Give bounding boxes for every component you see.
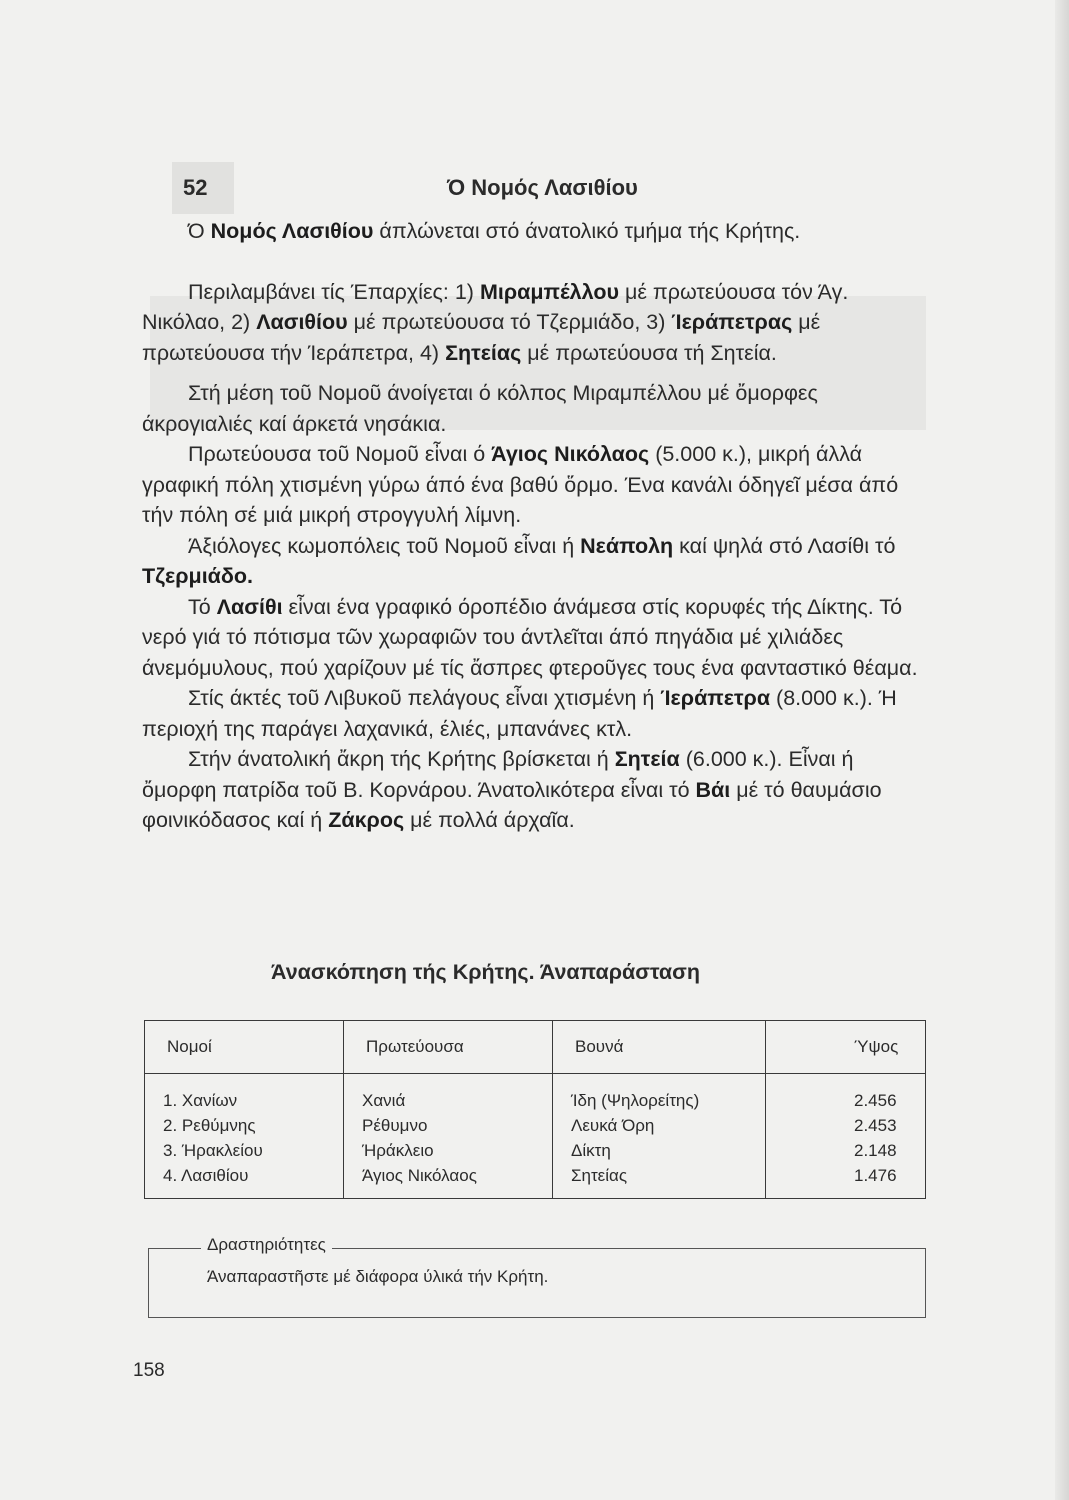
table-row [145, 1113, 926, 1138]
table-cell: 2.453 [854, 1115, 897, 1135]
column-header: Νομοί [145, 1021, 344, 1074]
table-row [145, 1074, 926, 1114]
page-edge [1055, 0, 1069, 1500]
paragraph-ierapetra: Στίς άκτές τοῦ Λιβυκοῦ πελάγους εἶναι χτισμένη ή Ίεράπετρα (8.000 κ.). Ή περιοχή της παράγει λαχανικά, έλιές, μπανάνες κτλ. [142, 686, 897, 741]
paragraph-siteia: Στήν άνατολική ἄκρη τής Κρήτης βρίσκεται ή Σητεία (6.000 κ.). Εἶναι ή ὄμορφη πατρίδα τοῦ Β. Κορνάρου. Άνατολικότερα εἶναι τό Βάι μέ τό θαυμάσιο φοινικόδασος καί ή Ζάκρος μέ πολλά άρχαῖα. [142, 747, 882, 832]
table-cell: Ίδη (Ψηλορείτης) [553, 1074, 766, 1114]
lesson-number: 52 [183, 175, 208, 200]
activities-box [148, 1235, 926, 1318]
paragraph-provinces: Περιλαμβάνει τίς Έπαρχίες: 1) Μιραμπέλλου μέ πρωτεύουσα τόν Άγ. Νικόλαο, 2) Λασιθίου μέ πρωτεύουσα τό Τζερμιάδο, 3) Ίεράπετρας μέ πρωτεύουσα τήν Ίεράπετρα, 4) Σητείας μέ πρωτεύουσα τή Σητεία. [142, 279, 849, 365]
paragraph-towns: Άξιόλογες κωμοπόλεις τοῦ Νομοῦ εἶναι ή Νεάπολη καί ψηλά στό Λασίθι τό Τζερμιάδο. [142, 533, 896, 588]
table-cell: 3. Ήρακλείου [145, 1138, 344, 1163]
table-cell: 2.148 [854, 1140, 897, 1160]
table-cell: Λευκά Όρη [553, 1113, 766, 1138]
page-title: Ό Νομός Λασιθίου [447, 175, 638, 200]
table-cell: Ρέθυμνο [344, 1113, 553, 1138]
paragraph-lasithi: Τό Λασίθι εἶναι ένα γραφικό όροπέδιο άνάμεσα στίς κορυφές τής Δίκτης. Τό νερό γιά τό πότισμα τῶν χωραφιῶν του άντλεῖται άπό πηγάδια μέ χιλιάδες άνεμόμυλους, πού χαρίζουν μέ τίς ἄσπρες φτεροῦγες τους ένα φανταστικό θέαμα. [142, 594, 918, 680]
review-title: Άνασκόπηση τής Κρήτης. Άναπαράσταση [271, 960, 700, 984]
column-header: Ύψος [766, 1021, 926, 1074]
activities-text: Άναπαραστῆστε μέ διάφορα ύλικά τήν Κρήτη. [207, 1267, 549, 1286]
column-header: Πρωτεύουσα [344, 1021, 553, 1074]
paragraph-capital: Πρωτεύουσα τοῦ Νομοῦ εἶναι ό Άγιος Νικόλαος (5.000 κ.), μικρή άλλά γραφική πόλη χτισμένη γύρω άπό ένα βαθύ ὅρμο. Ένα κανάλι όδηγεῖ μέσα άπό τήν πόλη σέ μιά μικρή στρογγυλή λίμνη. [142, 442, 899, 527]
table-cell: 2. Ρεθύμνης [145, 1113, 344, 1138]
table-cell: Άγιος Νικόλαος [344, 1163, 553, 1199]
table-cell: Σητείας [553, 1163, 766, 1199]
table-cell: Χανιά [344, 1074, 553, 1114]
table-cell: 1. Χανίων [145, 1074, 344, 1114]
paragraph-gulf: Στή μέση τοῦ Νομοῦ άνοίγεται ό κόλπος Μιραμπέλλου μέ ὄμορφες άκρογιαλιές καί άρκετά νησάκια. [142, 381, 818, 436]
column-header: Βουνά [553, 1021, 766, 1074]
table-cell: Ήράκλειο [344, 1138, 553, 1163]
table-cell: 2.456 [854, 1090, 897, 1110]
table-cell: Δίκτη [553, 1138, 766, 1163]
table-cell: 4. Λασιθίου [145, 1163, 344, 1199]
activities-label: Δραστηριότητες [201, 1235, 332, 1255]
review-table [144, 1020, 926, 1199]
body-text [142, 216, 926, 836]
paragraph-intro: Ό Νομός Λασιθίου άπλώνεται στό άνατολικό τμήμα τής Κρήτης. [188, 219, 801, 243]
table-row [145, 1138, 926, 1163]
table-header-row [145, 1021, 926, 1074]
page-number: 158 [133, 1360, 165, 1381]
table-row [145, 1163, 926, 1199]
table-cell: 1.476 [854, 1165, 897, 1185]
